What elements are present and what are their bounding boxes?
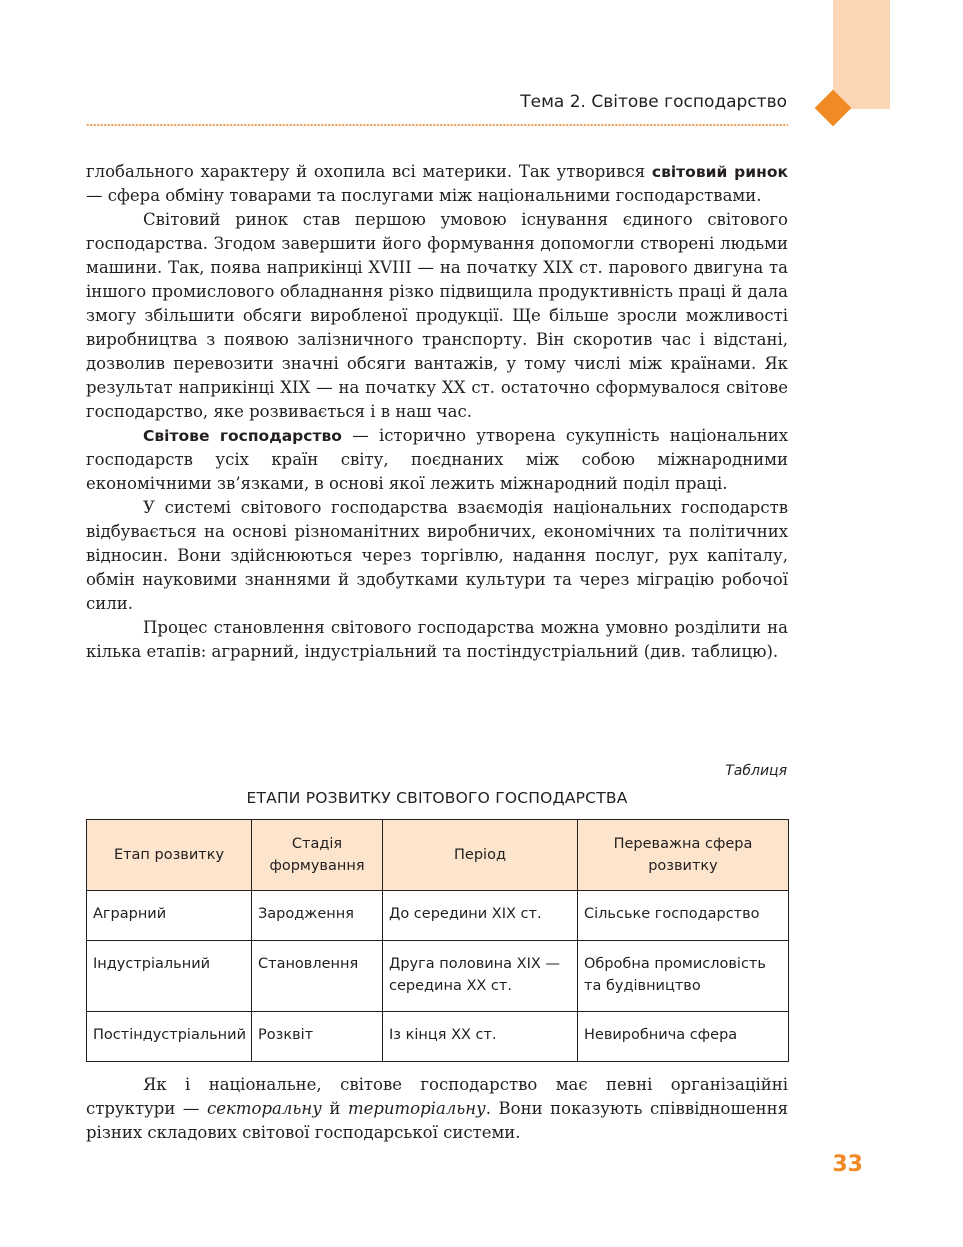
table-cell: Невиробнича сфера xyxy=(578,1012,789,1062)
stages-table xyxy=(86,819,789,1062)
table-cell: Становлення xyxy=(252,941,383,1012)
term-sectoral: секторальну xyxy=(207,1099,322,1118)
paragraph-5: Процес становлення світового господарства можна умовно розділити на кілька етапів: аграрний, індустріальний та постіндустріальний (див. таблицю). xyxy=(86,618,788,661)
paragraph-4: У системі світового господарства взаємодія національних господарств відбувається на основі різноманітних виробничих, економічних та політичних відносин. Вони здійснюються через торгівлю, надання послуг, рух капіталу, обмін науковими знаннями й здобутками культури та через міграцію робочої сили. xyxy=(86,498,788,613)
header-cell-stage: Етап розвитку xyxy=(87,820,252,891)
term-territorial: територіальну xyxy=(347,1099,486,1118)
table-cell: Обробна промисловість та будівництво xyxy=(578,941,789,1012)
table-row xyxy=(87,941,789,1012)
page-number: 33 xyxy=(832,1152,863,1177)
table-cell: Індустріальний xyxy=(87,941,252,1012)
paragraph-3-definition: Світове господарство — історично утворена сукупність національних господарств усіх країн світу, поєднаних між собою міжнародними економічними зв’язками, в основі якої лежить міжнародний поділ праці. xyxy=(86,426,788,493)
running-header-title: Тема 2. Світове господарство xyxy=(520,92,787,112)
table-header-row xyxy=(87,820,789,891)
main-text xyxy=(86,160,788,664)
paragraph-2: Світовий ринок став першою умовою існування єдиного світового господарства. Згодом завершити його формування допомогли створені людьми машини. Так, поява наприкінці XVIII — на початку XIX ст. парового двигуна та іншого промислового обладнання різко підвищила продуктивність праці й дала змогу збільшити обсяги виробленої продукції. Ще більше зросли можливості виробництва з появою залізничного транспорту. Він скоротив час і відстані, дозволив перевозити значні обсяги вантажів, у тому числі між країнами. Як результат наприкінці XIX — на початку XX ст. остаточно сформувалося світове господарство, яке розвивається і в наш час. xyxy=(86,210,788,421)
term-world-economy: Світове господарство xyxy=(143,427,342,445)
table-cell: Аграрний xyxy=(87,891,252,941)
paragraph-closing: Як і національне, світове господарство має певні організаційні структури — секторальну й територіальну. Вони показують співвідношення різних складових світової господарської системи. xyxy=(86,1075,788,1142)
table-cell: Із кінця XX ст. xyxy=(383,1012,578,1062)
header-cell-period: Період xyxy=(383,820,578,891)
header-cell-phase: Стадія формування xyxy=(252,820,383,891)
header-cell-sphere: Переважна сфера розвитку xyxy=(578,820,789,891)
table-cell: До середини XIX ст. xyxy=(383,891,578,941)
table-cell: Розквіт xyxy=(252,1012,383,1062)
term-world-market: світовий ринок xyxy=(651,163,789,181)
dotted-divider xyxy=(86,123,788,127)
closing-text xyxy=(86,1073,788,1145)
table-caption: Таблиця xyxy=(725,763,787,779)
table-cell: Друга половина XIX — середина XX ст. xyxy=(383,941,578,1012)
table-cell: Зародження xyxy=(252,891,383,941)
table-cell: Сільське господарство xyxy=(578,891,789,941)
corner-tab xyxy=(833,0,890,109)
paragraph-1: глобального характеру й охопила всі материки. Так утворився світовий ринок — сфера обміну товарами та послугами між національними господарствами. xyxy=(86,162,789,205)
table-row xyxy=(87,1012,789,1062)
table-cell: Постіндустріальний xyxy=(87,1012,252,1062)
table-row xyxy=(87,891,789,941)
table-title: ЕТАПИ РОЗВИТКУ СВІТОВОГО ГОСПОДАРСТВА xyxy=(246,789,628,807)
